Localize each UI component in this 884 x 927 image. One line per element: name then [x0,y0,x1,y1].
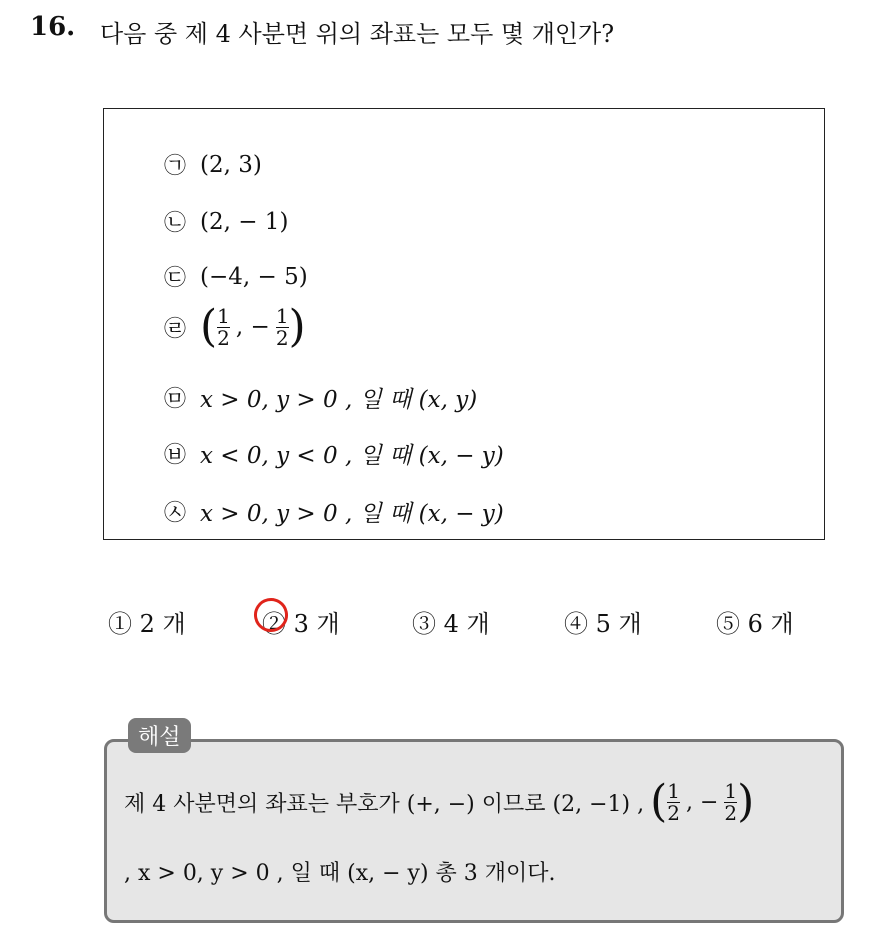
item-text: (2, − 1) [200,208,289,235]
question-text: 다음 중 제 4 사분면 위의 좌표는 모두 몇 개인가? [100,20,615,48]
item-separator: , − [235,314,270,340]
choice-4[interactable]: ④ 5 개 [564,610,642,638]
explanation-text: , x > 0, y > 0 , 일 때 (x, − y) 총 3 개이다. [124,861,556,886]
fraction-numerator: 1 [217,303,230,328]
choice-3[interactable]: ③ 4 개 [412,610,490,638]
choice-2[interactable]: ② 3 개 [262,610,340,638]
fraction-2 [724,778,738,825]
explanation-text: 제 4 사분면의 좌표는 부호가 (+, −) 이므로 (2, −1) , [124,791,645,817]
fraction-1 [217,303,230,350]
fraction-denominator: 2 [724,800,738,825]
item-1 [162,149,262,180]
item-mark: ㉡ [163,211,186,236]
item-text: (−4, − 5) [200,263,308,290]
explanation-tag: 해설 [128,718,191,753]
conditions-box [103,108,825,540]
item-text: (2, 3) [200,151,262,178]
item-mark: ㉣ [163,316,186,342]
item-6 [162,437,504,470]
item-4 [162,301,306,352]
close-paren: ) [288,301,306,352]
item-text: x > 0, y > 0 , 일 때 (x, y) [200,387,478,413]
fraction-1 [667,778,680,825]
open-paren: ( [200,301,218,352]
fraction-numerator: 1 [667,778,680,803]
item-mark: ㉠ [163,154,186,179]
fraction-denominator: 2 [667,800,680,825]
item-text: x < 0, y < 0 , 일 때 (x, − y) [200,443,504,469]
item-mark: ㉥ [163,443,186,468]
item-mark: ㉦ [163,501,186,526]
item-text: x > 0, y > 0 , 일 때 (x, − y) [200,501,504,527]
fraction-denominator: 2 [275,325,289,350]
item-3 [162,261,308,292]
close-paren: ) [737,776,755,827]
open-paren: ( [650,776,668,827]
fraction-numerator: 1 [724,778,738,803]
explanation-separator: , − [685,789,719,815]
item-5 [162,381,477,414]
explanation-line-1 [124,776,755,827]
fraction-numerator: 1 [275,303,289,328]
choice-5[interactable]: ⑤ 6 개 [716,610,794,638]
fraction-denominator: 2 [217,325,230,350]
explanation-line-2 [124,856,556,887]
item-2 [162,206,288,237]
item-7 [162,495,504,528]
question-number: 16. [30,12,76,42]
item-mark: ㉢ [163,266,186,291]
item-mark: ㉤ [163,387,186,412]
choice-1[interactable]: ① 2 개 [108,610,186,638]
fraction-2 [275,303,289,350]
explanation-box [104,739,844,923]
